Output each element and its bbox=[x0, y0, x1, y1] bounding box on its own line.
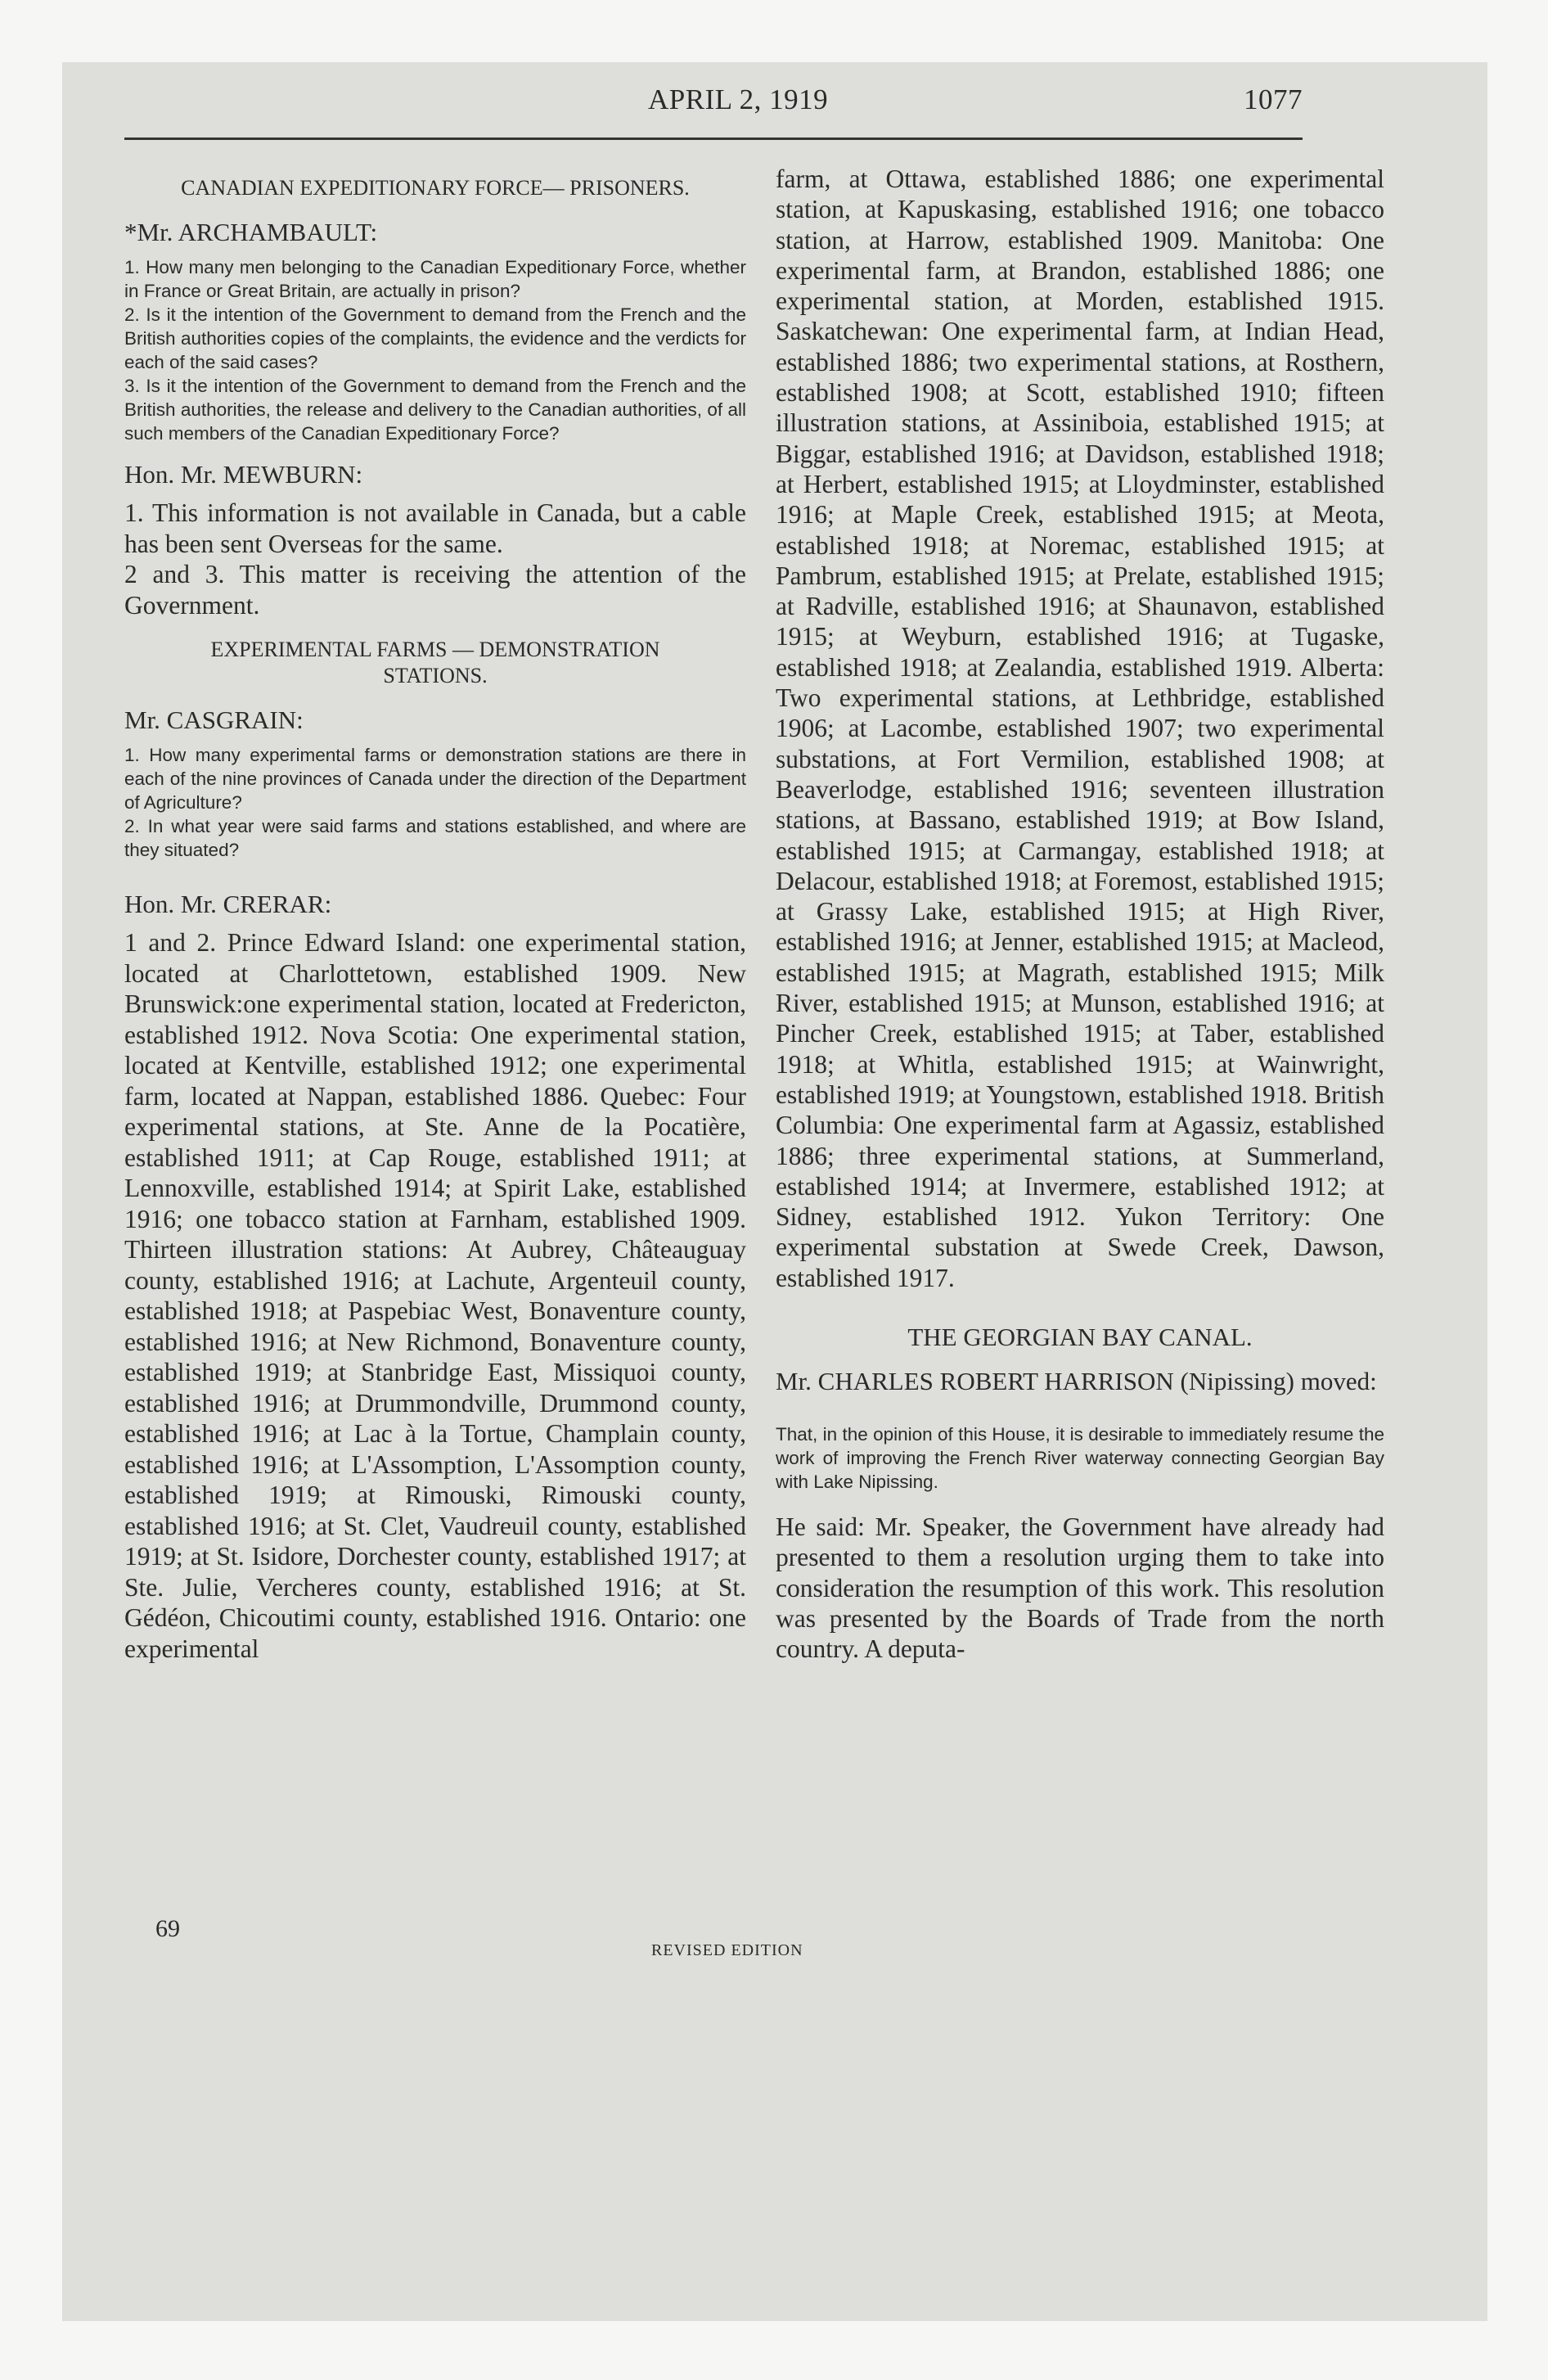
right-column bbox=[776, 164, 1384, 1664]
running-title: APRIL 2, 1919 bbox=[648, 83, 829, 115]
question-2: 2. Is it the intention of the Government to demand from the French and the British authorities copies of the complaints, the evidence and the verdicts for each of the said cases? bbox=[124, 304, 746, 372]
answer-farms: 1 and 2. Prince Edward Island: one experimental station, located at Charlottetown, established 1909. New Brunswick:one experimental station, located at Fredericton, established 1912. Nova Scotia: One experimental station, located at Kentville, established 1912; one experimental farm, located at Nappan, established 1886. Quebec: Four experimental stations, at Ste. Anne de la Pocatière, established 1911; at Cap Rouge, established 1911; at Lennoxville, established 1914; at Spirit Lake, established 1916; one tobacco station at Farnham, established 1909. Thirteen illustration stations: At Aubrey, Châteauguay county, established 1916; at Lachute, Argenteuil county, established 1918; at Paspebiac West, Bonaventure county, established 1916; at New Richmond, Bonaventure county, established 1919; at Stanbridge East, Missiquoi county, established 1916; at Drummondville, Drummond county, established 1916; at Lac à la Tortue, Champlain county, established 1916; at L'Assomption, L'Assomption county, established 1919; at Rimouski, Rimouski county, established 1916; at St. Clet, Vaudreuil county, established 1919; at St. Isidore, Dorchester county, established 1917; at Ste. Julie, Vercheres county, established 1916; at St. Gédéon, Chicoutimi county, established 1916. Ontario: one experimental bbox=[124, 928, 746, 1663]
speaker-archambault: *Mr. ARCHAMBAULT: bbox=[124, 218, 378, 246]
speaker-crerar: Hon. Mr. CRERAR: bbox=[124, 890, 332, 918]
signature-mark: 69 bbox=[155, 1915, 180, 1942]
answer-2-3: 2 and 3. This matter is receiving the attention of the Government. bbox=[124, 560, 746, 620]
mover-harrison: Mr. CHARLES ROBERT HARRISON (Nipissing) moved: bbox=[776, 1366, 1377, 1395]
header-rule bbox=[124, 137, 1303, 140]
question-3: 3. Is it the intention of the Government to demand from the French and the British authorities, the release and delivery to the Canadian authorities, of all such members of the Canadian Expeditionary Force? bbox=[124, 376, 746, 444]
page-header bbox=[124, 74, 1303, 126]
page-number: 1077 bbox=[1244, 83, 1303, 115]
answer-1: 1. This information is not available in Canada, but a cable has been sent Overseas for the same. bbox=[124, 498, 746, 558]
question-farms-2: 2. In what year were said farms and stations established, and where are they situated? bbox=[124, 816, 746, 860]
motion-text: That, in the opinion of this House, it is desirable to immediately resume the work of improving the French River waterway connecting Georgian Bay with Lake Nipissing. bbox=[776, 1423, 1384, 1492]
section-title-prisoners: CANADIAN EXPEDITIONARY FORCE— PRISONERS. bbox=[181, 176, 690, 200]
question-farms-1: 1. How many experimental farms or demonstration stations are there in each of the nine provinces of Canada under the direction of the Department of Agriculture? bbox=[124, 745, 746, 813]
question-1: 1. How many men belonging to the Canadian Expeditionary Force, whether in France or Great Britain, are actually in prison? bbox=[124, 257, 746, 301]
speaker-mewburn: Hon. Mr. MEWBURN: bbox=[124, 460, 363, 489]
section-title-canal: THE GEORGIAN BAY CANAL. bbox=[907, 1322, 1253, 1351]
left-column bbox=[124, 164, 746, 1664]
revised-edition-footer: REVISED EDITION bbox=[651, 1941, 803, 1959]
speech-text: He said: Mr. Speaker, the Government have already had presented to them a resolution urging them to take into consideration the resumption of this work. This resolution was presented by the Boards of Trade from the north country. A deputa- bbox=[776, 1512, 1384, 1664]
answer-farms-continued: farm, at Ottawa, established 1886; one experimental station, at Kapuskasing, established 1916; one tobacco station, at Harrow, established 1909. Manitoba: One experimental farm, at Brandon, established 1886; one experimental station, at Morden, established 1915. Saskatchewan: One experimental farm, at Indian Head, established 1886; two experimental stations, at Rosthern, established 1908; at Scott, established 1910; fifteen illustration stations, at Assiniboia, established 1915; at Biggar, established 1916; at Davidson, established 1918; at Herbert, established 1915; at Lloydminster, established 1916; at Maple Creek, established 1915; at Meota, established 1918; at Noremac, established 1915; at Pambrum, established 1915; at Prelate, established 1915; at Radville, established 1916; at Shaunavon, established 1915; at Weyburn, established 1916; at Tugaske, established 1918; at Zealandia, established 1919. Alberta: Two experimental stations, at Lethbridge, established 1906; at Lacombe, established 1907; two experimental substations, at Fort Vermilion, established 1908; at Beaverlodge, established 1916; seventeen illustration stations, at Bassano, established 1919; at Bow Island, established 1915; at Carmangay, established 1918; at Delacour, established 1918; at Foremost, established 1915; at Grassy Lake, established 1915; at High River, established 1916; at Jenner, established 1915; at Macleod, established 1915; at Magrath, established 1915; Milk River, established 1915; at Munson, established 1916; at Pincher Creek, established 1915; at Taber, established 1918; at Whitla, established 1915; at Wainwright, established 1919; at Youngstown, established 1918. British Columbia: One experimental farm at Agassiz, established 1886; three experimental stations, at Summerland, established 1914; at Invermere, established 1912; at Sidney, established 1912. Yukon Territory: One experimental substation at Swede Creek, Dawson, established 1917. bbox=[776, 165, 1384, 1292]
section-title-farms: EXPERIMENTAL FARMS — DEMONSTRATION STATIONS. bbox=[210, 638, 660, 687]
speaker-casgrain: Mr. CASGRAIN: bbox=[124, 705, 304, 734]
